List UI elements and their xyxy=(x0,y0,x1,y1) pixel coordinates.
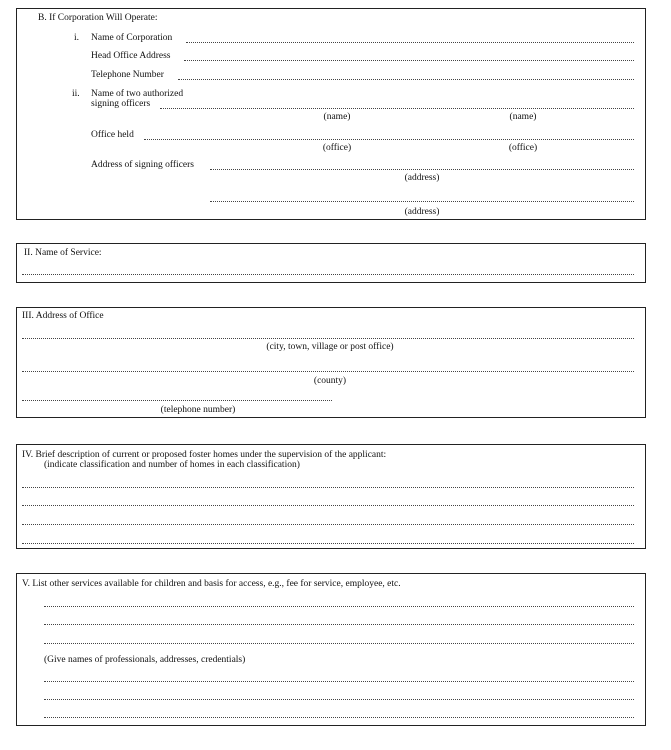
signing-officers-address-field-2[interactable] xyxy=(210,201,634,202)
city-field[interactable] xyxy=(22,338,634,339)
signing-officers-label-line2: signing officers xyxy=(91,99,151,109)
office-caption-2: (office) xyxy=(508,143,538,153)
foster-homes-line-3[interactable] xyxy=(22,524,634,525)
foster-homes-line-1[interactable] xyxy=(22,487,634,488)
professionals-line-1[interactable] xyxy=(44,681,634,682)
telephone-field[interactable] xyxy=(22,400,332,401)
address-caption-1: (address) xyxy=(404,173,440,183)
signing-officers-name-field[interactable] xyxy=(160,108,634,109)
city-caption: (city, town, village or post office) xyxy=(266,342,394,352)
foster-homes-line-2[interactable] xyxy=(22,505,634,506)
other-services-line-2[interactable] xyxy=(44,624,634,625)
service-name-field[interactable] xyxy=(22,274,634,275)
section-b-heading: B. If Corporation Will Operate: xyxy=(38,13,158,23)
other-services-line-3[interactable] xyxy=(44,643,634,644)
other-services-line-1[interactable] xyxy=(44,606,634,607)
professionals-line-2[interactable] xyxy=(44,699,634,700)
professionals-note: (Give names of professionals, addresses, credentials) xyxy=(44,655,246,665)
section-iv-heading: IV. Brief description of current or proposed foster homes under the supervision of the applicant: xyxy=(22,450,387,460)
name-caption-1: (name) xyxy=(323,112,351,122)
telephone-number-field[interactable] xyxy=(178,79,634,80)
section-ii-heading: II. Name of Service: xyxy=(24,248,102,258)
section-ii-box xyxy=(16,243,646,283)
foster-homes-line-4[interactable] xyxy=(22,543,634,544)
professionals-line-3[interactable] xyxy=(44,717,634,718)
county-caption: (county) xyxy=(313,376,347,386)
head-office-address-field[interactable] xyxy=(184,60,634,61)
section-iv-subheading: (indicate classification and number of homes in each classification) xyxy=(44,460,300,470)
office-held-label: Office held xyxy=(91,130,134,140)
telephone-caption: (telephone number) xyxy=(160,405,236,415)
head-office-address-label: Head Office Address xyxy=(91,51,171,61)
section-v-box xyxy=(16,573,646,726)
county-field[interactable] xyxy=(22,371,634,372)
signing-officers-address-label: Address of signing officers xyxy=(91,160,194,170)
corporation-name-field[interactable] xyxy=(186,42,634,43)
signing-officers-label-line1: Name of two authorized xyxy=(91,89,184,99)
item-ii-marker: ii. xyxy=(72,89,80,99)
address-caption-2: (address) xyxy=(404,207,440,217)
office-caption-1: (office) xyxy=(322,143,352,153)
office-held-field[interactable] xyxy=(144,139,634,140)
name-caption-2: (name) xyxy=(509,112,537,122)
signing-officers-address-field-1[interactable] xyxy=(210,169,634,170)
section-v-heading: V. List other services available for children and basis for access, e.g., fee for service, employee, etc. xyxy=(22,579,401,589)
corporation-name-label: Name of Corporation xyxy=(91,33,173,43)
section-iii-heading: III. Address of Office xyxy=(22,311,104,321)
telephone-number-label: Telephone Number xyxy=(91,70,164,80)
item-i-marker: i. xyxy=(74,33,80,43)
section-iii-box xyxy=(16,307,646,418)
